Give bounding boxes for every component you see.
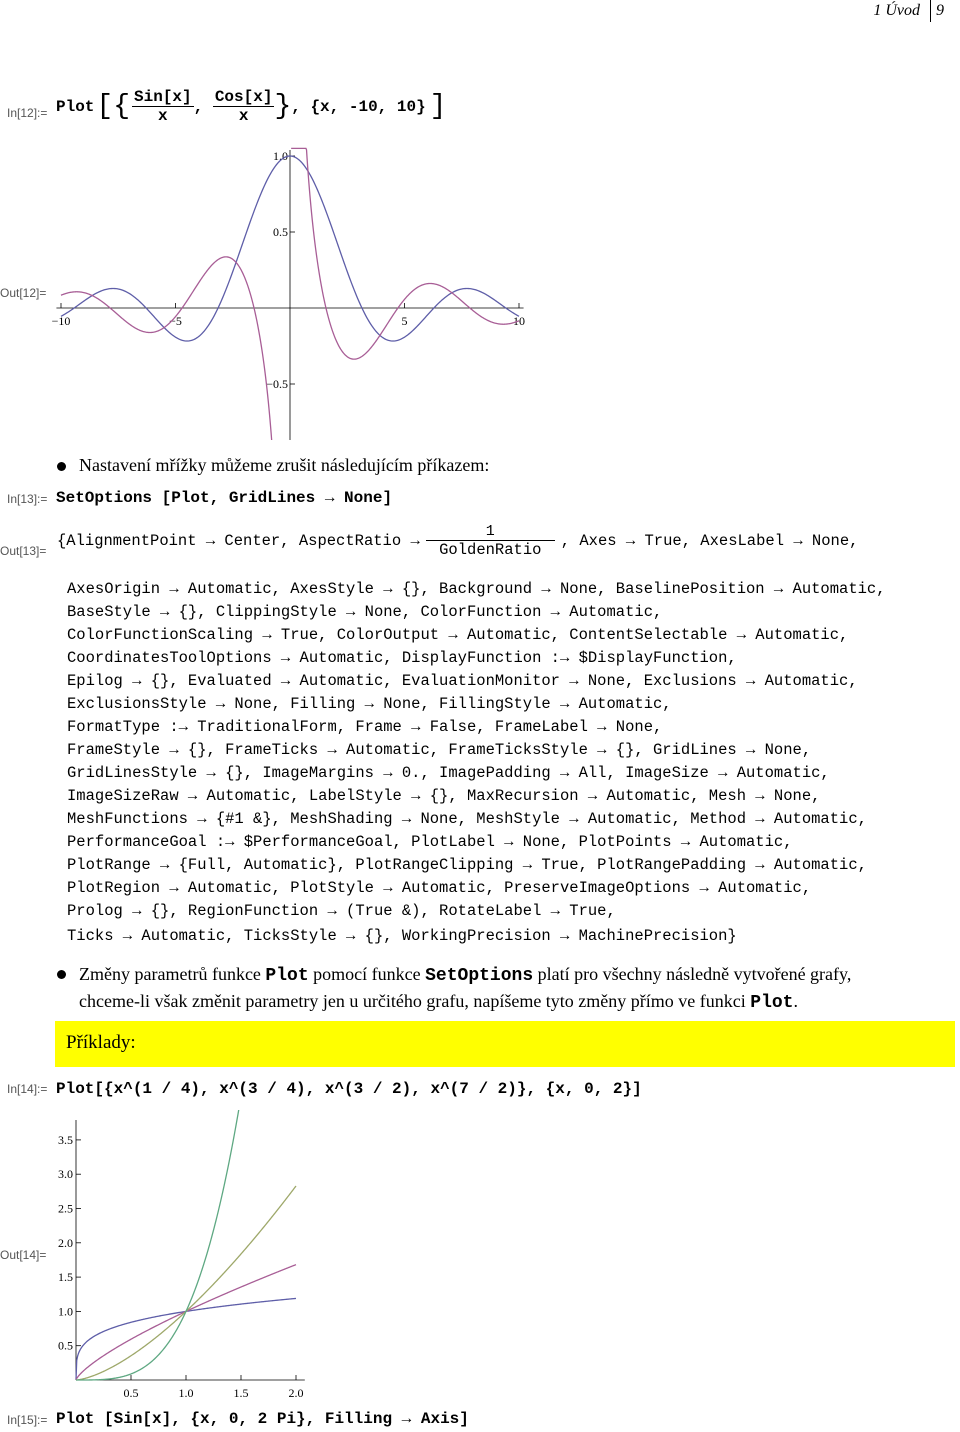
y-tick-label: 2.5 (58, 1201, 73, 1216)
examples-box (55, 1021, 955, 1067)
output13-line: MeshFunctions → {#1 &}, MeshShading → None, MeshStyle → Automatic, Method → Automatic, (67, 810, 867, 828)
y-tick-label: 1.5 (58, 1270, 73, 1285)
output13-line: AxesOrigin → Automatic, AxesStyle → {}, Background → None, BaselinePosition → Automatic, (67, 580, 886, 598)
plot2-input[interactable]: Plot[{x^(1 / 4), x^(3 / 4), x^(3 / 2), x^(7 / 2)}, {x, 0, 2}] (56, 1080, 642, 1098)
y-tick-label: 0.5 (273, 225, 288, 239)
cell-label-in12: In[12]:= (7, 106, 48, 120)
cell-label-out14: Out[14]= (0, 1248, 47, 1262)
output13-line: ImageSizeRaw → Automatic, LabelStyle → {}, MaxRecursion → Automatic, Mesh → None, (67, 787, 821, 805)
x-tick-label: −10 (51, 314, 71, 328)
setoptions-input[interactable]: SetOptions [Plot, GridLines → None] (56, 489, 393, 507)
aspect-ratio-fraction: $\frac{1}{\text{GoldenRatio}}$ (426, 523, 555, 559)
plot1-input[interactable]: Plot [{ $\frac{\text{Sin[x]}}{x}$ , $\frac{\text{Cos[x]}}{x}$ } , {x, -10, 10} ] (56, 88, 447, 125)
bracket-close-icon: ] (429, 91, 447, 122)
plot3-input[interactable]: Plot [Sin[x], {x, 0, 2 Pi}, Filling → Axis] (56, 1410, 469, 1428)
output13-line: CoordinatesToolOptions → Automatic, DisplayFunction :→ $DisplayFunction, (67, 649, 737, 667)
x-tick-label: 2.0 (288, 1386, 304, 1400)
series-line-2 (76, 1265, 296, 1380)
y-tick-label: −0.5 (266, 377, 288, 391)
output13-line: Epilog → {}, Evaluated → Automatic, EvaluationMonitor → None, Exclusions → Automatic, (67, 672, 858, 690)
plot1-frac1: $\frac{\text{Sin[x]}}{x}$ (134, 88, 192, 125)
x-tick-label: 1.5 (233, 1386, 249, 1400)
x-tick-label: 0.5 (123, 1386, 139, 1400)
bullet2-text: Změny parametrů funkce Plot pomocí funkce SetOptions platí pro všechny následně vytvořené grafy, chceme-li však změnit parametry jen u určitého grafu, napíšeme tyto změny přímo ve funkci Plot. (79, 964, 852, 1013)
cell-label-out12: Out[12]= (0, 286, 47, 300)
output13-line: BaseStyle → {}, ClippingStyle → None, ColorFunction → Automatic, (67, 603, 663, 621)
x-tick-label: 1.0 (178, 1386, 194, 1400)
plot2-chart (45, 1110, 515, 1400)
output13-line: ColorFunctionScaling → True, ColorOutput → Automatic, ContentSelectable → Automatic, (67, 626, 849, 644)
series-line-4 (76, 1110, 242, 1380)
y-tick-label: 1.0 (58, 1304, 73, 1319)
output13-line: PlotRange → {Full, Automatic}, PlotRangeClipping → True, PlotRangePadding → Automatic, (67, 856, 867, 874)
y-tick-label: 3.0 (58, 1167, 73, 1182)
cell-label-in15: In[15]:= (7, 1413, 48, 1427)
bullet-dot (57, 462, 66, 471)
y-tick-label: 3.5 (58, 1132, 73, 1147)
header-title: 1 Úvod (873, 2, 920, 19)
page-header (873, 2, 920, 20)
output13-line: FrameStyle → {}, FrameTicks → Automatic, FrameTicksStyle → {}, GridLines → None, (67, 741, 812, 759)
output13-first-line: {AlignmentPoint → Center, AspectRatio → $\frac{1}{\text{GoldenRatio}}$ , Axes → True, AxesLabel → None, (57, 523, 859, 559)
x-tick-label: −5 (169, 314, 182, 328)
bullet-dot (57, 970, 66, 979)
plot1-chart (50, 140, 550, 440)
plot1-frac2: $\frac{\text{Cos[x]}}{x}$ (214, 88, 273, 125)
output13-line: ExclusionsStyle → None, Filling → None, FillingStyle → Automatic, (67, 695, 672, 713)
bracket-open-icon: [{ (96, 91, 131, 122)
series-line-3 (76, 1186, 296, 1380)
page-number: 9 (936, 2, 944, 19)
output13-line: GridLinesStyle → {}, ImageMargins → 0., ImagePadding → All, ImageSize → Automatic, (67, 764, 830, 782)
brace-close-icon: } (274, 91, 292, 122)
output13-line: PlotRegion → Automatic, PlotStyle → Automatic, PreserveImageOptions → Automatic, (67, 879, 812, 897)
header-rule (930, 0, 931, 22)
x-tick-label: 5 (401, 314, 408, 328)
series-line-2 (61, 257, 289, 440)
output13-line: Ticks → Automatic, TicksStyle → {}, WorkingPrecision → MachinePrecision} (67, 927, 737, 945)
output13-line: PerformanceGoal :→ $PerformanceGoal, PlotLabel → None, PlotPoints → Automatic, (67, 833, 793, 851)
output13-line: FormatType :→ TraditionalForm, Frame → False, FrameLabel → None, (67, 718, 663, 736)
cell-label-out13: Out[13]= (0, 544, 47, 558)
x-tick-label: 10 (513, 314, 525, 328)
plot1-head: Plot (56, 97, 95, 116)
cell-label-in14: In[14]:= (7, 1082, 48, 1096)
output13-line: Prolog → {}, RegionFunction → (True &), RotateLabel → True, (67, 902, 616, 920)
cell-label-in13: In[13]:= (7, 492, 48, 506)
y-tick-label: 0.5 (58, 1338, 73, 1353)
y-tick-label: 2.0 (58, 1235, 73, 1250)
y-tick-label: 1.0 (273, 149, 288, 163)
examples-label: Příklady: (66, 1032, 136, 1053)
bullet1-text: Nastavení mřížky můžeme zrušit následujícím příkazem: (79, 455, 490, 475)
